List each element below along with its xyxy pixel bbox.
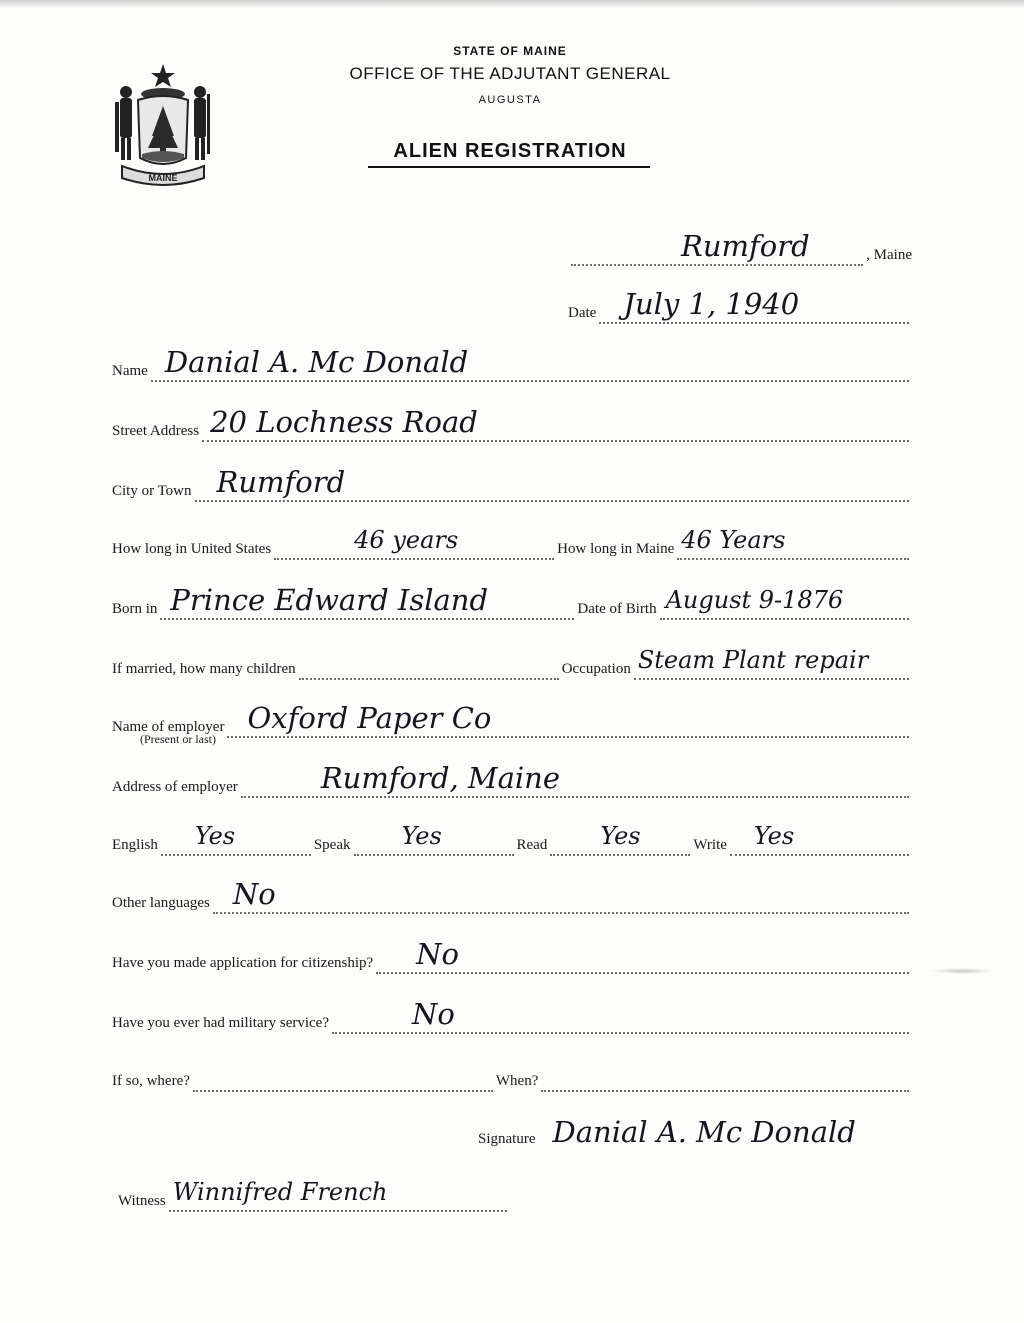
town-value: Rumford: [681, 229, 810, 263]
employer-field[interactable]: [227, 696, 909, 738]
town-suffix-label: , Maine: [866, 247, 912, 263]
us-duration-label: How long in United States: [112, 541, 272, 557]
name-row: [112, 342, 912, 382]
employer-value: Oxford Paper Co: [247, 701, 492, 735]
name-field[interactable]: [151, 340, 909, 382]
write-value: Yes: [753, 822, 795, 850]
english-value: Yes: [194, 822, 236, 850]
english-label: English: [112, 837, 158, 853]
city-field[interactable]: [195, 460, 909, 502]
employer-label: Name of employer: [112, 719, 225, 735]
employer-note: (Present or last): [140, 732, 216, 746]
employer-address-value: Rumford, Maine: [320, 761, 560, 795]
date-field[interactable]: [599, 282, 909, 324]
title-underline: [368, 166, 650, 168]
where-field[interactable]: [193, 1050, 493, 1092]
occupation-label: Occupation: [561, 661, 631, 677]
when-field[interactable]: [541, 1050, 909, 1092]
when-label: When?: [495, 1073, 539, 1089]
witness-label: Witness: [118, 1193, 166, 1209]
street-field[interactable]: [202, 400, 909, 442]
citizenship-label: Have you made application for citizenship?: [112, 955, 374, 971]
born-label: Born in: [112, 601, 158, 617]
other-languages-value: No: [232, 877, 276, 911]
speak-label: Speak: [313, 837, 351, 853]
employer-row: [112, 698, 912, 738]
occupation-field[interactable]: [634, 638, 909, 680]
signature-row: [478, 1110, 978, 1150]
read-value: Yes: [600, 822, 641, 850]
witness-row: [118, 1172, 510, 1212]
maine-duration-field[interactable]: [677, 518, 909, 560]
town-row: [568, 226, 912, 266]
dob-field[interactable]: [660, 578, 909, 620]
city-label: City or Town: [112, 483, 192, 499]
dob-label: Date of Birth: [577, 601, 657, 617]
maine-duration-label: How long in Maine: [557, 541, 675, 557]
occupation-value: Steam Plant repair: [637, 646, 869, 674]
speak-field[interactable]: [354, 814, 514, 856]
city-row: [112, 462, 912, 502]
military-row: [112, 994, 912, 1034]
us-duration-field[interactable]: [274, 518, 554, 560]
maine-duration-value: 46 Years: [681, 526, 786, 554]
military-value: No: [412, 997, 455, 1031]
residency-row: [112, 520, 912, 560]
date-row: [568, 284, 912, 324]
us-duration-value: 46 years: [354, 526, 459, 554]
write-field[interactable]: [730, 814, 909, 856]
citizenship-row: [112, 934, 912, 974]
read-field[interactable]: [550, 814, 690, 856]
paper-mark: [930, 968, 994, 974]
children-label: If married, how many children: [112, 661, 296, 677]
military-field[interactable]: [332, 992, 909, 1034]
signature-field[interactable]: [539, 1110, 976, 1150]
citizenship-value: No: [416, 937, 459, 971]
form-title: ALIEN REGISTRATION: [393, 140, 627, 162]
state-heading: STATE OF MAINE: [453, 44, 567, 58]
seal-banner-text: MAINE: [148, 173, 178, 183]
employer-address-field[interactable]: [241, 756, 909, 798]
city-heading: AUGUSTA: [478, 94, 542, 106]
children-occupation-row: [112, 640, 912, 680]
other-languages-label: Other languages: [112, 895, 210, 911]
town-field[interactable]: [571, 224, 863, 266]
children-field[interactable]: [299, 638, 559, 680]
dob-value: August 9-1876: [665, 586, 844, 614]
where-when-row: [112, 1052, 912, 1092]
born-field[interactable]: [160, 578, 574, 620]
witness-value: Winnifred French: [172, 1178, 388, 1206]
signature-label: Signature: [478, 1131, 536, 1147]
speak-value: Yes: [401, 822, 442, 850]
other-languages-row: [112, 874, 912, 914]
employer-address-label: Address of employer: [112, 779, 238, 795]
english-row: [112, 816, 912, 856]
birth-row: [112, 580, 912, 620]
office-heading: OFFICE OF THE ADJUTANT GENERAL: [349, 64, 671, 83]
born-value: Prince Edward Island: [170, 583, 489, 617]
signature-value: Danial A. Mc Donald: [552, 1115, 856, 1149]
date-label: Date: [568, 305, 597, 321]
where-label: If so, where?: [112, 1073, 190, 1089]
employer-address-row: [112, 758, 912, 798]
name-label: Name: [112, 363, 148, 379]
street-row: [112, 402, 912, 442]
maine-state-seal: [108, 58, 218, 188]
write-label: Write: [693, 837, 727, 853]
city-value: Rumford: [216, 465, 346, 499]
witness-field[interactable]: [169, 1170, 507, 1212]
english-field[interactable]: [161, 814, 311, 856]
citizenship-field[interactable]: [376, 932, 909, 974]
street-label: Street Address: [112, 423, 200, 439]
street-value: 20 Lochness Road: [210, 405, 478, 439]
other-languages-field[interactable]: [213, 872, 909, 914]
date-value: July 1, 1940: [623, 287, 800, 321]
military-label: Have you ever had military service?: [112, 1015, 329, 1031]
read-label: Read: [516, 837, 548, 853]
name-value: Danial A. Mc Donald: [164, 345, 469, 379]
